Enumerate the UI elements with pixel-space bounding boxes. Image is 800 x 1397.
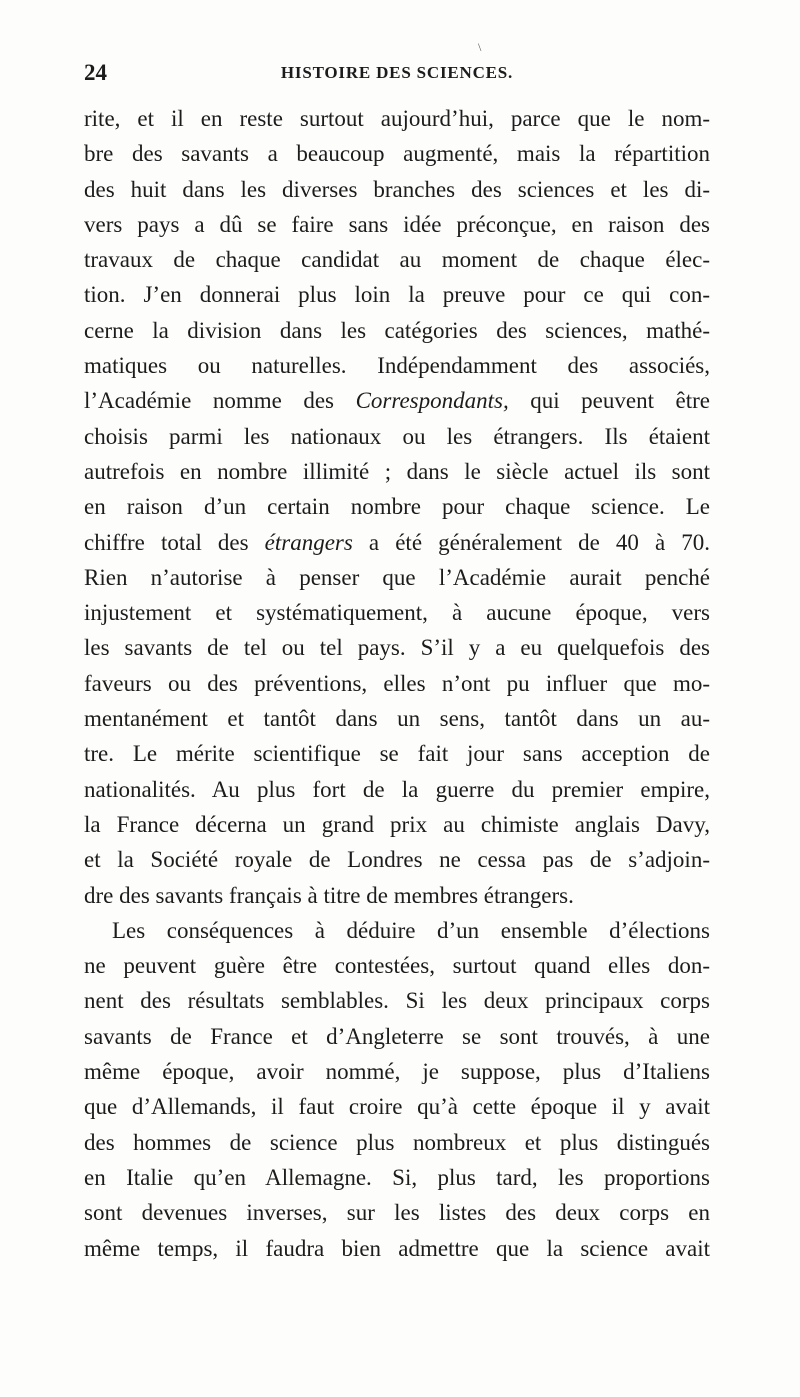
text-line: des hommes de science plus nombreux et plus distingués [84,1129,710,1155]
text-line: Les conséquences à déduire d’un ensemble d’élections [112,917,710,943]
text-line [84,525,710,560]
running-head [84,58,710,88]
text-line: savants de France et d’Angleterre se sont trouvés, à une [84,1023,710,1049]
text-line: faveurs ou des préventions, elles n’ont pu influer que mo- [84,670,710,696]
paragraph-2 [84,913,710,1266]
text-line: choisis parmi les nationaux ou les étrangers. Ils étaient [84,423,710,449]
text-line: en Italie qu’en Allemagne. Si, plus tard, les proportions [84,1164,710,1190]
body-text [84,101,710,1266]
text-line: matiques ou naturelles. Indépendamment des associés, [84,353,710,379]
text-line: la France décerna un grand prix au chimiste anglais Davy, [84,811,710,837]
text-line: cerne la division dans les catégories des sciences, mathé- [84,317,710,343]
text-segment: l’Académie nomme des [84,388,356,414]
text-line: tre. Le mérite scientifique se fait jour sans acception de [84,741,710,767]
text-line: nationalités. Au plus fort de la guerre du premier empire, [84,776,710,802]
text-line: des huit dans les diverses branches des sciences et les di- [84,176,710,202]
paragraph-1 [84,101,710,913]
text-line: Rien n’autorise à penser que l’Académie aurait penché [84,564,710,590]
text-segment: qui peuvent être [508,388,710,414]
text-line: injustement et systématiquement, à aucune époque, vers [84,600,710,626]
text-segment: a été généralement de 40 à 70. [352,529,710,555]
margin-mark: \ [478,40,482,54]
text-line: mentanément et tantôt dans un sens, tantôt dans un au- [84,706,710,732]
italic-term: Correspondants, [355,388,509,414]
text-line: et la Société royale de Londres ne cessa pas de s’adjoin- [84,847,710,873]
text-line: en raison d’un certain nombre pour chaque science. Le [84,494,710,520]
text-line: dre des savants français à titre de membres étrangers. [84,882,574,908]
text-line: les savants de tel ou tel pays. S’il y a eu quelquefois des [84,635,710,661]
text-line: rite, et il en reste surtout aujourd’hui, parce que le nom- [84,106,710,131]
text-line: vers pays a dû se faire sans idée préconçue, en raison des [84,211,710,237]
italic-term: étrangers [264,529,353,555]
text-line: que d’Allemands, il faut croire qu’à cette époque il y avait [84,1094,710,1120]
text-line [84,383,710,418]
text-line: même époque, avoir nommé, je suppose, plus d’Italiens [84,1059,710,1085]
text-line: bre des savants a beaucoup augmenté, mais la répartition [84,141,710,167]
text-segment: chiffre total des [84,529,265,555]
page-number: 24 [84,60,107,85]
text-line: même temps, il faudra bien admettre que la science avait [84,1235,710,1261]
text-line: travaux de chaque candidat au moment de chaque élec- [84,247,710,273]
text-line: nent des résultats semblables. Si les deux principaux corps [84,988,710,1014]
text-line: ne peuvent guère être contestées, surtout quand elles don- [84,953,710,979]
running-title: HISTOIRE DES SCIENCES. [280,63,514,82]
text-line: sont devenues inverses, sur les listes des deux corps en [84,1200,710,1226]
text-line: autrefois en nombre illimité ; dans le siècle actuel ils sont [84,458,710,484]
text-line: tion. J’en donnerai plus loin la preuve pour ce qui con- [84,282,710,308]
